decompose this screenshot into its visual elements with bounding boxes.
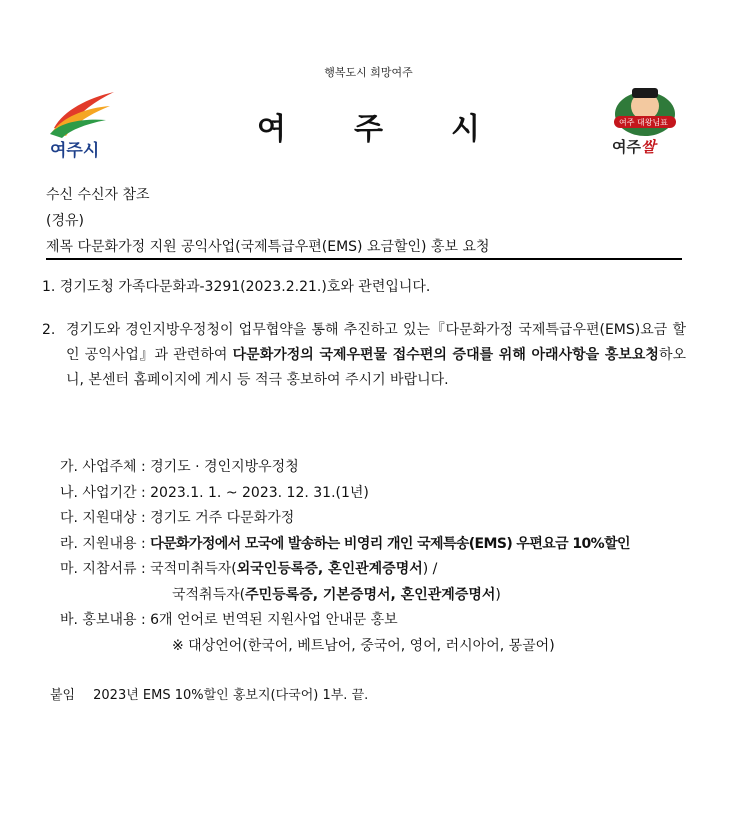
logo-right-text: 여주쌀 <box>612 138 656 156</box>
item-f-2: ※ 대상언어(한국어, 베트남어, 중국어, 영어, 러시아어, 몽골어) <box>172 638 555 654</box>
slogan: 행복도시 희망여주 <box>324 66 413 79</box>
item-e-2: 국적취득자(주민등록증, 기본증명서, 혼인관계증명서) <box>172 587 501 603</box>
recipient-line: 수신 수신자 참조 <box>46 187 150 203</box>
item-b: 나. 사업기간 : 2023.1. 1. ~ 2023. 12. 31.(1년) <box>60 485 369 501</box>
subject-line: 제목 다문화가정 지원 공익사업(국제특급우편(EMS) 요금할인) 홍보 요청 <box>46 239 490 255</box>
paragraph-2 <box>42 318 686 393</box>
king-mascot-icon <box>606 84 684 136</box>
item-e: 마. 지참서류 : 국적미취득자(외국인등록증, 혼인관계증명서) / <box>60 561 438 577</box>
item-f: 바. 홍보내용 : 6개 언어로 번역된 지원사업 안내문 홍보 <box>60 612 398 628</box>
subject-divider <box>46 258 682 260</box>
logo-right-badge: 여주 대왕님표 <box>619 118 668 127</box>
item-a: 가. 사업주체 : 경기도 · 경인지방우정청 <box>60 459 299 475</box>
paragraph-2-number: 2. <box>42 322 56 338</box>
title-char-3: 시 <box>450 112 480 147</box>
title-char-2: 주 <box>354 112 383 147</box>
item-c: 다. 지원대상 : 경기도 거주 다문화가정 <box>60 510 295 526</box>
item-d: 라. 지원내용 : 다문화가정에서 모국에 발송하는 비영리 개인 국제특송(EMS) 우편요금 10%할인 <box>60 536 630 552</box>
attachment-line: 붙임 2023년 EMS 10%할인 홍보지(다국어) 1부. 끝. <box>50 688 369 703</box>
yeoju-rice-logo <box>606 84 684 160</box>
paragraph-2-text: 경기도와 경인지방우정청이 업무협약을 통해 추진하고 있는『다문화가정 국제특급우편(EMS)요금 할인 공익사업』과 관련하여 다문화가정의 국제우편물 접수편의 증대를 위해 아래사항을 홍보요청하오니, 본센터 홈페이지에 게시 등 적극 홍보하여 주시기 바랍니다. <box>66 322 686 388</box>
via-line: (경유) <box>46 213 84 229</box>
logo-left-text: 여주시 <box>50 141 100 161</box>
title-char-1: 여 <box>257 112 286 147</box>
paragraph-1: 1. 경기도청 가족다문화과-3291(2023.2.21.)호와 관련입니다. <box>42 279 431 295</box>
